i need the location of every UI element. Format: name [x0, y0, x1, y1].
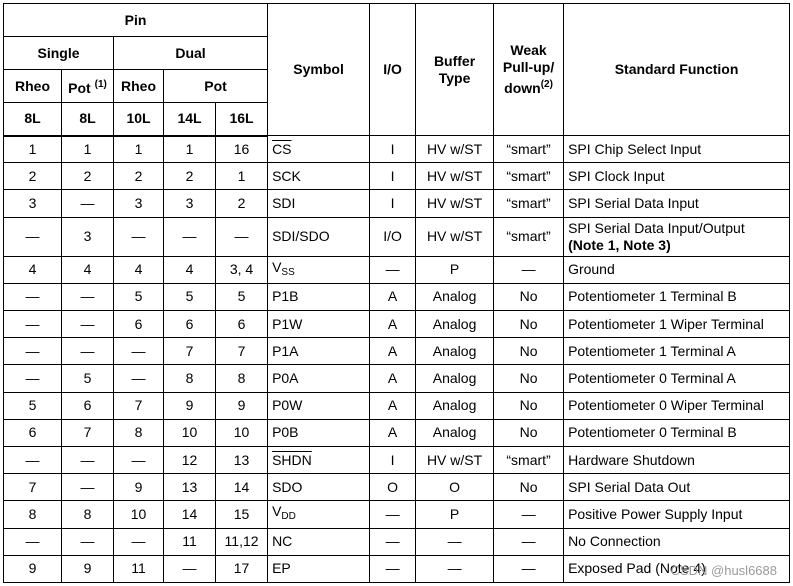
pin-8l-rheo-cell: — [4, 283, 62, 310]
pin-10l-cell: — [114, 338, 164, 365]
pin-14l-cell: 8 [164, 365, 216, 392]
package-10l: 10L [114, 103, 164, 136]
weak-pullup-cell: — [494, 528, 564, 555]
weak-pullup-cell: No [494, 419, 564, 446]
io-cell: — [370, 528, 416, 555]
symbol-cell: $V_{SS}$ [268, 256, 370, 283]
pin-10l-cell: 10 [114, 501, 164, 528]
standard-function-cell: SPI Serial Data Input/Output (Note 1, Note 3) [564, 217, 790, 256]
weak-pullup-cell: No [494, 311, 564, 338]
symbol-cell: NC [268, 528, 370, 555]
buffer-type-cell: HV w/ST [416, 163, 494, 190]
buffer-type-cell: HV w/ST [416, 217, 494, 256]
pin-8l-rheo-cell: 9 [4, 555, 62, 582]
pin-16l-cell: 10 [216, 419, 268, 446]
weak-pullup-cell: — [494, 501, 564, 528]
pin-8l-pot-cell: — [62, 311, 114, 338]
pin-8l-pot-cell: — [62, 528, 114, 555]
pin-14l-cell: 11 [164, 528, 216, 555]
pin-16l-cell: 16 [216, 136, 268, 163]
pin-8l-pot-cell: 7 [62, 419, 114, 446]
pin-8l-pot-cell: 9 [62, 555, 114, 582]
pin-10l-cell: 7 [114, 392, 164, 419]
symbol-cell: EP [268, 555, 370, 582]
weak-pullup-cell: “smart” [494, 136, 564, 163]
pin-10l-cell: 9 [114, 474, 164, 501]
pin-14l-cell: 13 [164, 474, 216, 501]
io-header: I/O [370, 4, 416, 136]
io-cell: I [370, 136, 416, 163]
weak-pullup-cell: No [494, 474, 564, 501]
pin-16l-cell: — [216, 217, 268, 256]
pin-8l-pot-cell: — [62, 283, 114, 310]
symbol-cell: P0B [268, 419, 370, 446]
buffer-type-cell: P [416, 501, 494, 528]
dual-header: Dual [114, 37, 268, 70]
pin-14l-cell: 4 [164, 256, 216, 283]
weak-pullup-cell: “smart” [494, 217, 564, 256]
single-rheo-header: Rheo [4, 70, 62, 103]
single-pot-header: Pot $^{(1)}$ [62, 70, 114, 103]
io-cell: — [370, 256, 416, 283]
pin-10l-cell: 4 [114, 256, 164, 283]
pin-8l-pot-cell: — [62, 190, 114, 217]
pin-14l-cell: 5 [164, 283, 216, 310]
weak-pullup-cell: No [494, 338, 564, 365]
pin-16l-cell: 17 [216, 555, 268, 582]
pin-14l-cell: 6 [164, 311, 216, 338]
standard-function-cell: SPI Serial Data Out [564, 474, 790, 501]
standard-function-cell: No Connection [564, 528, 790, 555]
pin-8l-rheo-cell: 2 [4, 163, 62, 190]
io-cell: A [370, 365, 416, 392]
pin-16l-cell: 1 [216, 163, 268, 190]
pin-14l-cell: 7 [164, 338, 216, 365]
pin-10l-cell: 3 [114, 190, 164, 217]
buffer-type-cell: HV w/ST [416, 136, 494, 163]
pin-table [3, 3, 790, 583]
buffer-type-header: Buffer Type [416, 4, 494, 136]
pin-10l-cell: 5 [114, 283, 164, 310]
pin-14l-cell: 12 [164, 447, 216, 474]
standard-function-cell: Potentiometer 0 Wiper Terminal [564, 392, 790, 419]
table-row [4, 501, 790, 528]
pin-10l-cell: — [114, 217, 164, 256]
io-cell: I/O [370, 217, 416, 256]
pin-10l-cell: — [114, 365, 164, 392]
pin-10l-cell: — [114, 447, 164, 474]
io-cell: A [370, 419, 416, 446]
weak-pullup-cell: No [494, 365, 564, 392]
buffer-type-cell: Analog [416, 365, 494, 392]
symbol-cell: SCK [268, 163, 370, 190]
pin-8l-rheo-cell: 4 [4, 256, 62, 283]
io-cell: O [370, 474, 416, 501]
standard-function-cell: Ground [564, 256, 790, 283]
dual-pot-header: Pot [164, 70, 268, 103]
standard-function-cell: Hardware Shutdown [564, 447, 790, 474]
symbol-header: Symbol [268, 4, 370, 136]
pin-8l-rheo-cell: — [4, 365, 62, 392]
pin-8l-pot-cell: 5 [62, 365, 114, 392]
buffer-type-cell: HV w/ST [416, 190, 494, 217]
pin-14l-cell: 14 [164, 501, 216, 528]
standard-function-cell: Potentiometer 1 Wiper Terminal [564, 311, 790, 338]
io-cell: A [370, 338, 416, 365]
weak-pullup-cell: “smart” [494, 190, 564, 217]
io-cell: A [370, 392, 416, 419]
weak-pullup-cell: — [494, 555, 564, 582]
buffer-type-cell: Analog [416, 283, 494, 310]
pin-10l-cell: 1 [114, 136, 164, 163]
buffer-type-cell: P [416, 256, 494, 283]
pin-14l-cell: 1 [164, 136, 216, 163]
pin-8l-rheo-cell: 3 [4, 190, 62, 217]
pin-16l-cell: 9 [216, 392, 268, 419]
buffer-type-cell: Analog [416, 392, 494, 419]
weak-pullup-header: Weak Pull-up/ down$^{(2)}$ [494, 4, 564, 136]
pin-14l-cell: — [164, 217, 216, 256]
io-cell: A [370, 311, 416, 338]
buffer-type-cell: — [416, 555, 494, 582]
pin-rows [4, 136, 790, 583]
standard-function-cell: Exposed Pad (Note 4) [564, 555, 790, 582]
symbol-cell: SDI/SDO [268, 217, 370, 256]
symbol-cell: SDI [268, 190, 370, 217]
standard-function-cell: Potentiometer 0 Terminal B [564, 419, 790, 446]
symbol-cell: $\overline{CS}$ [268, 136, 370, 163]
weak-pullup-cell: “smart” [494, 447, 564, 474]
pin-16l-cell: 3, 4 [216, 256, 268, 283]
pin-8l-pot-cell: 8 [62, 501, 114, 528]
symbol-cell: P1A [268, 338, 370, 365]
pin-14l-cell: 2 [164, 163, 216, 190]
table-row [4, 163, 790, 190]
pin-10l-cell: 6 [114, 311, 164, 338]
pin-10l-cell: 11 [114, 555, 164, 582]
pin-16l-cell: 11,12 [216, 528, 268, 555]
symbol-cell: SDO [268, 474, 370, 501]
pin-16l-cell: 14 [216, 474, 268, 501]
io-cell: A [370, 283, 416, 310]
symbol-cell: P0W [268, 392, 370, 419]
table-row [4, 392, 790, 419]
table-row [4, 217, 790, 256]
weak-pullup-cell: No [494, 392, 564, 419]
dual-rheo-header: Rheo [114, 70, 164, 103]
table-row [4, 190, 790, 217]
pin-16l-cell: 13 [216, 447, 268, 474]
pin-8l-rheo-cell: 6 [4, 419, 62, 446]
pin-8l-rheo-cell: 1 [4, 136, 62, 163]
symbol-cell: P0A [268, 365, 370, 392]
standard-function-cell: Positive Power Supply Input [564, 501, 790, 528]
pin-8l-rheo-cell: — [4, 447, 62, 474]
standard-function-cell: Potentiometer 1 Terminal B [564, 283, 790, 310]
pin-16l-cell: 15 [216, 501, 268, 528]
pin-16l-cell: 6 [216, 311, 268, 338]
single-header: Single [4, 37, 114, 70]
table-row [4, 419, 790, 446]
pin-8l-rheo-cell: 5 [4, 392, 62, 419]
pin-16l-cell: 2 [216, 190, 268, 217]
package-14l: 14L [164, 103, 216, 136]
package-8l-rheo: 8L [4, 103, 62, 136]
pin-8l-pot-cell: — [62, 447, 114, 474]
table-row [4, 528, 790, 555]
table-row [4, 283, 790, 310]
pin-8l-pot-cell: 6 [62, 392, 114, 419]
pin-8l-rheo-cell: 7 [4, 474, 62, 501]
pin-14l-cell: 10 [164, 419, 216, 446]
symbol-cell: P1B [268, 283, 370, 310]
pin-16l-cell: 8 [216, 365, 268, 392]
standard-function-header: Standard Function [564, 4, 790, 136]
pin-8l-pot-cell: — [62, 338, 114, 365]
package-16l: 16L [216, 103, 268, 136]
pin-8l-pot-cell: 3 [62, 217, 114, 256]
table-row [4, 365, 790, 392]
pin-10l-cell: 8 [114, 419, 164, 446]
io-cell: I [370, 163, 416, 190]
pin-8l-pot-cell: — [62, 474, 114, 501]
weak-pullup-cell: — [494, 256, 564, 283]
weak-pullup-cell: No [494, 283, 564, 310]
buffer-type-cell: Analog [416, 338, 494, 365]
io-cell: I [370, 447, 416, 474]
pin-8l-pot-cell: 4 [62, 256, 114, 283]
table-row [4, 474, 790, 501]
buffer-type-cell: — [416, 528, 494, 555]
pin-8l-rheo-cell: 8 [4, 501, 62, 528]
pin-10l-cell: — [114, 528, 164, 555]
symbol-cell: P1W [268, 311, 370, 338]
standard-function-cell: SPI Serial Data Input [564, 190, 790, 217]
pin-8l-rheo-cell: — [4, 217, 62, 256]
pin-10l-cell: 2 [114, 163, 164, 190]
io-cell: I [370, 190, 416, 217]
pin-14l-cell: 3 [164, 190, 216, 217]
pin-8l-rheo-cell: — [4, 338, 62, 365]
table-row [4, 136, 790, 163]
symbol-cell: SHDN [268, 447, 370, 474]
pin-14l-cell: 9 [164, 392, 216, 419]
table-row [4, 338, 790, 365]
pin-8l-pot-cell: 2 [62, 163, 114, 190]
table-row [4, 311, 790, 338]
buffer-type-cell: Analog [416, 311, 494, 338]
standard-function-cell: Potentiometer 0 Terminal A [564, 365, 790, 392]
table-row [4, 256, 790, 283]
table-row [4, 447, 790, 474]
pin-8l-rheo-cell: — [4, 528, 62, 555]
pin-14l-cell: — [164, 555, 216, 582]
pin-16l-cell: 7 [216, 338, 268, 365]
weak-pullup-cell: “smart” [494, 163, 564, 190]
io-cell: — [370, 555, 416, 582]
package-8l-pot: 8L [62, 103, 114, 136]
standard-function-cell: SPI Clock Input [564, 163, 790, 190]
buffer-type-cell: O [416, 474, 494, 501]
standard-function-cell: SPI Chip Select Input [564, 136, 790, 163]
pin-8l-pot-cell: 1 [62, 136, 114, 163]
pin-8l-rheo-cell: — [4, 311, 62, 338]
pin-header: Pin [4, 4, 268, 37]
symbol-cell: $V_{DD}$ [268, 501, 370, 528]
buffer-type-cell: HV w/ST [416, 447, 494, 474]
pin-16l-cell: 5 [216, 283, 268, 310]
io-cell: — [370, 501, 416, 528]
standard-function-cell: Potentiometer 1 Terminal A [564, 338, 790, 365]
watermark: CSDN @husl6688 [670, 563, 777, 578]
buffer-type-cell: Analog [416, 419, 494, 446]
